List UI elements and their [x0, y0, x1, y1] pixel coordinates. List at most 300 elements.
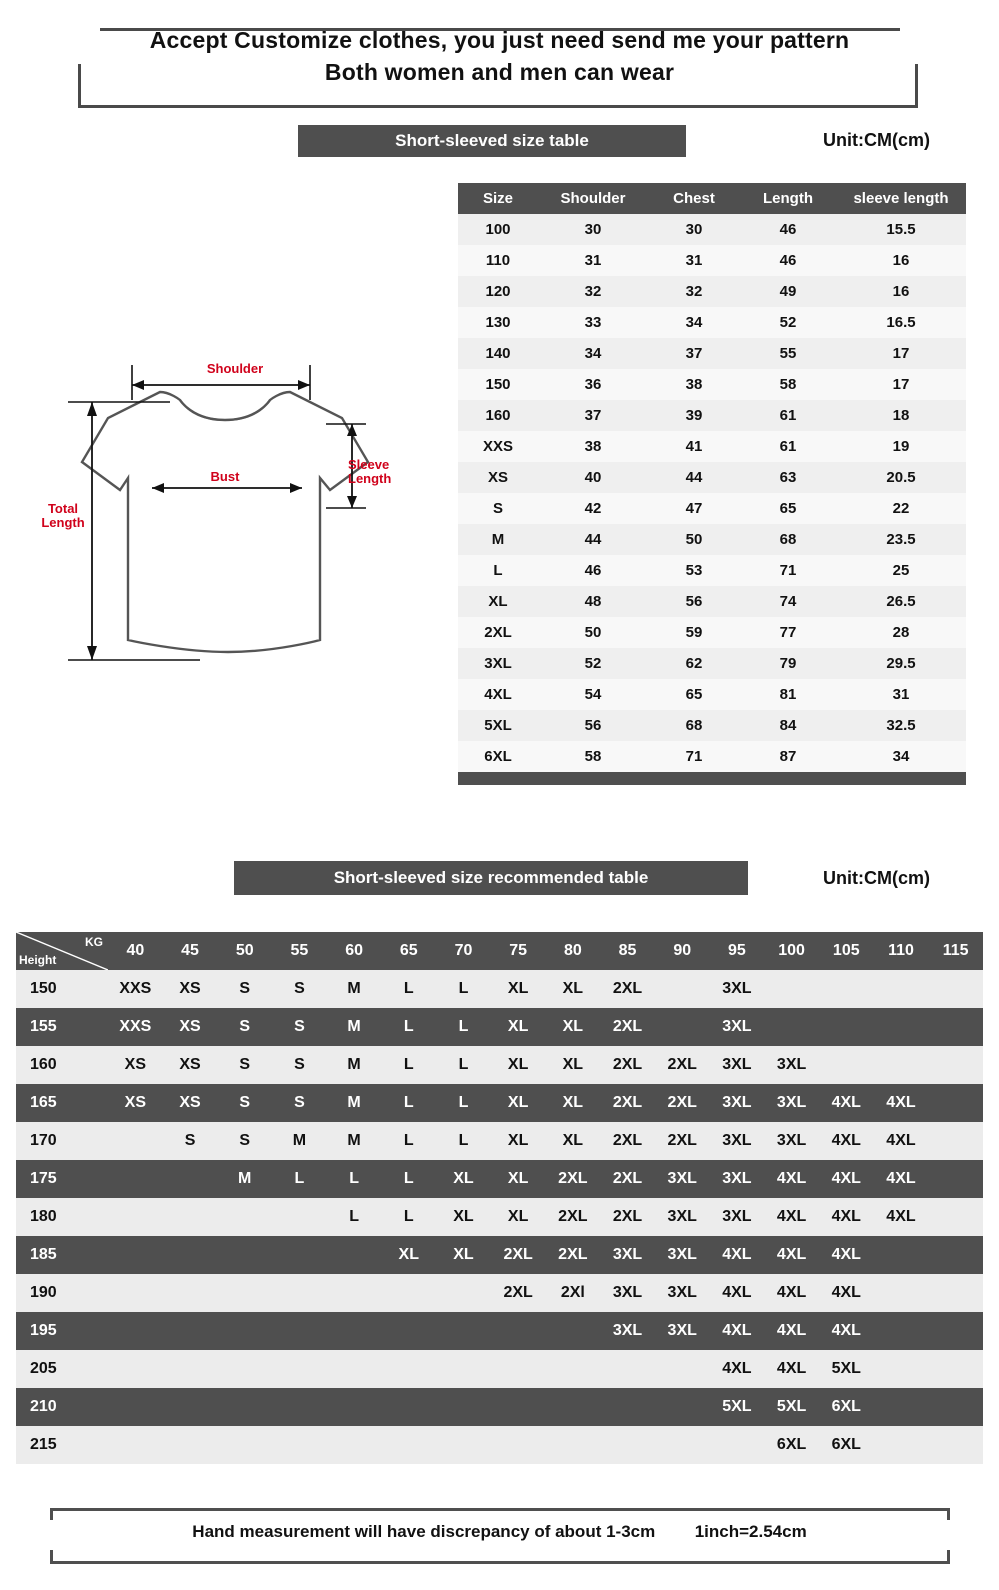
recommend-size-cell: XL — [491, 1198, 546, 1236]
recommend-size-cell: XL — [491, 1122, 546, 1160]
recommend-size-cell — [163, 1426, 218, 1464]
recommend-size-cell — [108, 1160, 163, 1198]
recommend-size-cell — [710, 1426, 765, 1464]
size-table-cell: 56 — [584, 717, 602, 734]
recommend-size-cell — [928, 1008, 983, 1046]
recommend-size-cell: 2XL — [600, 1122, 655, 1160]
recommend-size-cell: 2XL — [600, 1160, 655, 1198]
recommend-weight-header: 105 — [819, 932, 874, 970]
size-table-cell: 18 — [892, 407, 910, 424]
recommend-weight-header: 80 — [546, 932, 601, 970]
recommend-size-cell — [108, 1312, 163, 1350]
recommend-table-title: Short-sleeved size recommended table — [234, 861, 748, 895]
table-row — [16, 1350, 983, 1388]
size-table-cell: 31 — [685, 252, 703, 269]
size-table-cell: 81 — [779, 686, 797, 703]
size-table-cell: 38 — [685, 376, 703, 393]
table-row — [16, 1236, 983, 1274]
recommend-size-cell: S — [217, 1046, 272, 1084]
size-table-cell: 150 — [485, 376, 511, 393]
recommend-size-cell: 3XL — [710, 1046, 765, 1084]
header-title — [0, 24, 999, 88]
recommend-size-cell: 3XL — [710, 970, 765, 1008]
recommend-size-cell: M — [327, 1122, 382, 1160]
recommend-size-cell — [381, 1426, 436, 1464]
recommend-size-cell — [874, 1426, 929, 1464]
table-row — [458, 586, 966, 617]
recommend-size-cell — [108, 1236, 163, 1274]
recommend-size-cell: 3XL — [655, 1160, 710, 1198]
size-table-cell: 31 — [892, 686, 910, 703]
recommend-size-cell — [436, 1388, 491, 1426]
recommend-size-cell — [491, 1350, 546, 1388]
size-table-col-chest: Chest — [648, 183, 740, 214]
size-table-cell: 30 — [685, 221, 703, 238]
recommend-weight-header: 50 — [217, 932, 272, 970]
table-row — [458, 679, 966, 710]
size-table-cell: 34 — [685, 314, 703, 331]
sleeve-length-label-line1: Sleeve — [348, 457, 390, 472]
size-table-cell: 50 — [584, 624, 602, 641]
recommend-size-cell — [928, 1160, 983, 1198]
recommend-size-cell: L — [436, 1122, 491, 1160]
recommend-size-cell: 4XL — [710, 1236, 765, 1274]
recommend-height-cell: 150 — [16, 970, 108, 1008]
size-table-cell: 37 — [685, 345, 703, 362]
recommend-weight-header: 90 — [655, 932, 710, 970]
recommend-table-head — [16, 932, 983, 970]
size-table-cell: 63 — [779, 469, 797, 486]
size-table-cell: 49 — [779, 283, 797, 300]
recommend-size-cell: 6XL — [764, 1426, 819, 1464]
recommend-table-corner — [16, 932, 108, 970]
recommend-size-cell — [546, 1312, 601, 1350]
table-row — [458, 617, 966, 648]
recommend-size-cell — [272, 1350, 327, 1388]
size-table-cell: 31 — [584, 252, 602, 269]
recommend-size-cell: 2XL — [600, 1084, 655, 1122]
size-table-cell: 41 — [685, 438, 703, 455]
recommend-size-cell: 3XL — [600, 1274, 655, 1312]
recommend-size-cell — [655, 970, 710, 1008]
recommend-size-cell: XS — [163, 1084, 218, 1122]
table-row — [16, 1312, 983, 1350]
table-row — [16, 1426, 983, 1464]
size-table-cell: 56 — [685, 593, 703, 610]
size-table-cell: 110 — [485, 252, 511, 269]
recommend-weight-header: 110 — [874, 932, 929, 970]
recommend-weight-header: 40 — [108, 932, 163, 970]
size-table-cell: 59 — [685, 624, 703, 641]
size-table-cell: 37 — [584, 407, 602, 424]
recommend-size-cell: 2XL — [600, 1008, 655, 1046]
recommend-height-cell: 185 — [16, 1236, 108, 1274]
recommend-size-cell: XL — [381, 1236, 436, 1274]
size-table-cell: L — [493, 562, 503, 579]
recommend-size-cell — [819, 1046, 874, 1084]
recommend-size-cell: XL — [546, 970, 601, 1008]
size-table-cell: 44 — [685, 469, 703, 486]
recommend-size-cell — [217, 1274, 272, 1312]
table-row — [16, 1122, 983, 1160]
footer-note: Hand measurement will have discrepancy of about 1-3cm — [192, 1522, 656, 1541]
table-row — [16, 1046, 983, 1084]
recommend-size-cell: S — [272, 1046, 327, 1084]
recommend-size-cell: 3XL — [600, 1312, 655, 1350]
recommend-size-cell — [928, 1084, 983, 1122]
size-table-unit: Unit:CM(cm) — [823, 130, 930, 150]
size-table-cell: 61 — [779, 407, 797, 424]
recommend-size-cell: S — [217, 970, 272, 1008]
total-length-label — [28, 502, 98, 530]
recommend-size-cell: 4XL — [874, 1084, 929, 1122]
recommend-size-cell — [163, 1198, 218, 1236]
header-line-2: Both women and men can wear — [324, 59, 675, 85]
recommend-size-cell — [546, 1350, 601, 1388]
size-table-cell: 32 — [685, 283, 703, 300]
recommend-size-cell: 4XL — [710, 1350, 765, 1388]
recommend-size-cell: 3XL — [655, 1274, 710, 1312]
size-table-cell: 6XL — [484, 748, 512, 765]
recommend-size-cell: L — [327, 1160, 382, 1198]
size-table-cell: 58 — [779, 376, 797, 393]
recommend-size-cell — [491, 1388, 546, 1426]
recommend-weight-header: 65 — [381, 932, 436, 970]
table-row — [458, 369, 966, 400]
recommend-size-cell: 4XL — [764, 1160, 819, 1198]
size-table-cell: 32 — [584, 283, 602, 300]
table-row — [458, 462, 966, 493]
recommend-size-cell — [272, 1198, 327, 1236]
recommend-size-cell: L — [381, 1008, 436, 1046]
recommend-size-cell: M — [272, 1122, 327, 1160]
recommend-size-cell — [436, 1312, 491, 1350]
recommend-size-cell — [272, 1274, 327, 1312]
bust-label: Bust — [210, 469, 240, 484]
recommend-size-cell — [928, 1122, 983, 1160]
size-table-cell: 44 — [584, 531, 602, 548]
recommend-size-cell — [163, 1388, 218, 1426]
recommend-size-cell — [928, 970, 983, 1008]
recommend-size-cell — [874, 1312, 929, 1350]
size-table-cell: XL — [488, 593, 508, 610]
size-table-cell: 79 — [779, 655, 797, 672]
recommend-size-cell: 4XL — [764, 1274, 819, 1312]
recommend-size-cell: XL — [491, 1084, 546, 1122]
recommend-size-cell: 2XL — [491, 1236, 546, 1274]
recommend-size-cell — [163, 1350, 218, 1388]
size-table-cell: 34 — [892, 748, 910, 765]
table-row — [16, 1388, 983, 1426]
recommend-size-cell: 3XL — [764, 1046, 819, 1084]
recommend-height-cell: 205 — [16, 1350, 108, 1388]
recommend-size-cell: 2XL — [600, 970, 655, 1008]
recommend-size-cell — [381, 1274, 436, 1312]
recommend-weight-header: 75 — [491, 932, 546, 970]
recommend-weight-header: 95 — [710, 932, 765, 970]
size-table-cell: 30 — [584, 221, 602, 238]
recommend-size-cell: 3XL — [710, 1084, 765, 1122]
size-table-cell: 68 — [779, 531, 797, 548]
recommend-weight-header: 55 — [272, 932, 327, 970]
recommend-size-cell — [217, 1426, 272, 1464]
size-table-cell: 46 — [779, 221, 797, 238]
size-table-cell: 4XL — [484, 686, 512, 703]
recommend-size-cell: XL — [436, 1160, 491, 1198]
recommend-size-cell — [600, 1388, 655, 1426]
size-table-cell: 140 — [485, 345, 511, 362]
size-table-cell: 46 — [584, 562, 602, 579]
size-table-cell: 16 — [892, 252, 910, 269]
recommend-size-cell — [327, 1236, 382, 1274]
recommend-size-cell: L — [436, 1046, 491, 1084]
table-row — [458, 555, 966, 586]
table-row — [458, 214, 966, 245]
recommend-size-cell: 4XL — [874, 1198, 929, 1236]
recommend-height-cell: 160 — [16, 1046, 108, 1084]
recommend-size-cell — [874, 1388, 929, 1426]
size-table-cell: 25 — [892, 562, 910, 579]
recommend-size-cell: L — [327, 1198, 382, 1236]
recommend-size-cell — [217, 1388, 272, 1426]
recommend-size-cell: L — [381, 970, 436, 1008]
recommend-size-cell: S — [163, 1122, 218, 1160]
recommend-size-cell: 4XL — [819, 1084, 874, 1122]
size-table-cell: 33 — [584, 314, 602, 331]
recommend-size-cell: M — [217, 1160, 272, 1198]
table-row — [16, 1274, 983, 1312]
recommend-size-cell — [436, 1426, 491, 1464]
size-table-cell: 42 — [584, 500, 602, 517]
recommend-size-cell: XS — [163, 1046, 218, 1084]
size-table-body — [458, 214, 966, 772]
recommend-size-cell — [108, 1198, 163, 1236]
size-table-cell: 2XL — [484, 624, 512, 641]
size-table-cell: 17 — [892, 376, 910, 393]
recommend-size-cell: XS — [163, 970, 218, 1008]
recommend-size-cell: L — [381, 1122, 436, 1160]
recommend-size-cell — [381, 1388, 436, 1426]
recommend-size-cell: M — [327, 1008, 382, 1046]
recommend-size-cell — [217, 1236, 272, 1274]
table-row — [16, 1198, 983, 1236]
recommend-weight-header: 60 — [327, 932, 382, 970]
size-table-cell: 53 — [685, 562, 703, 579]
table-row — [458, 338, 966, 369]
recommend-size-cell: 2XL — [600, 1198, 655, 1236]
recommend-size-cell: S — [217, 1008, 272, 1046]
size-table-cell: 32.5 — [886, 717, 916, 734]
table-row — [458, 245, 966, 276]
recommend-size-cell — [928, 1312, 983, 1350]
size-table-cell: 61 — [779, 438, 797, 455]
table-row — [458, 524, 966, 555]
recommend-size-cell: 2XL — [546, 1160, 601, 1198]
recommend-size-cell — [600, 1426, 655, 1464]
recommend-size-cell: 2XL — [491, 1274, 546, 1312]
size-table-cell: XXS — [482, 438, 513, 455]
recommend-size-cell: 5XL — [819, 1350, 874, 1388]
recommend-size-cell — [163, 1236, 218, 1274]
recommend-size-cell — [163, 1274, 218, 1312]
recommend-size-cell: L — [381, 1046, 436, 1084]
size-table-cell: 160 — [485, 407, 511, 424]
size-table-cell: 5XL — [484, 717, 512, 734]
recommend-size-cell: 3XL — [600, 1236, 655, 1274]
recommend-size-cell: XL — [491, 1160, 546, 1198]
size-table-cell: 52 — [584, 655, 602, 672]
size-table-cell: 71 — [779, 562, 797, 579]
recommend-size-cell: 4XL — [710, 1312, 765, 1350]
recommend-height-cell: 195 — [16, 1312, 108, 1350]
recommend-size-cell: L — [381, 1160, 436, 1198]
recommend-size-cell: S — [217, 1084, 272, 1122]
recommend-size-cell: 4XL — [874, 1160, 929, 1198]
recommend-size-cell: 3XL — [710, 1122, 765, 1160]
size-table-footer-bar — [458, 772, 966, 785]
size-table-cell: M — [491, 531, 505, 548]
recommend-size-cell — [217, 1350, 272, 1388]
size-table-cell: 71 — [685, 748, 703, 765]
recommend-size-cell: 2XL — [655, 1046, 710, 1084]
size-table-cell: S — [492, 500, 503, 517]
recommend-size-cell: 3XL — [710, 1160, 765, 1198]
recommend-size-cell — [436, 1274, 491, 1312]
size-table-col-shoulder: Shoulder — [538, 183, 648, 214]
size-table-cell: 130 — [485, 314, 511, 331]
size-table-cell: 34 — [584, 345, 602, 362]
recommend-size-cell: 3XL — [655, 1236, 710, 1274]
recommend-height-cell: 190 — [16, 1274, 108, 1312]
table-row — [16, 970, 983, 1008]
recommend-size-cell: L — [436, 1084, 491, 1122]
recommend-size-cell: 2XL — [655, 1084, 710, 1122]
recommend-size-cell: 3XL — [655, 1312, 710, 1350]
recommend-size-cell: XL — [436, 1198, 491, 1236]
recommend-size-cell — [436, 1350, 491, 1388]
size-table-cell: 29.5 — [886, 655, 916, 672]
size-table-cell: 16 — [892, 283, 910, 300]
recommend-size-cell — [272, 1426, 327, 1464]
recommend-height-cell: 155 — [16, 1008, 108, 1046]
recommend-size-cell — [381, 1350, 436, 1388]
recommend-size-cell: XL — [491, 1046, 546, 1084]
recommend-size-cell: L — [272, 1160, 327, 1198]
table-row — [16, 1084, 983, 1122]
size-table-cell: 26.5 — [886, 593, 916, 610]
recommend-size-cell: XL — [436, 1236, 491, 1274]
recommend-size-cell: S — [272, 1084, 327, 1122]
size-table-cell: 38 — [584, 438, 602, 455]
recommend-size-cell: 2XL — [546, 1198, 601, 1236]
recommend-size-cell — [108, 1388, 163, 1426]
recommend-height-cell: 170 — [16, 1122, 108, 1160]
size-table-col-sleeve: sleeve length — [836, 183, 966, 214]
size-table-cell: 50 — [685, 531, 703, 548]
recommend-table — [16, 932, 983, 1464]
size-table-cell: 19 — [892, 438, 910, 455]
recommend-size-cell: L — [436, 1008, 491, 1046]
recommend-size-cell: 4XL — [764, 1312, 819, 1350]
sleeve-length-label — [348, 458, 418, 486]
footer-conversion: 1inch=2.54cm — [694, 1522, 807, 1541]
size-table-cell: 48 — [584, 593, 602, 610]
recommend-size-cell — [764, 970, 819, 1008]
size-table-cell: 68 — [685, 717, 703, 734]
recommend-size-cell — [928, 1388, 983, 1426]
recommend-weight-header: 70 — [436, 932, 491, 970]
size-table-cell: 16.5 — [886, 314, 916, 331]
recommend-size-cell: 2XL — [655, 1122, 710, 1160]
recommend-weight-header: 85 — [600, 932, 655, 970]
size-table-cell: 20.5 — [886, 469, 916, 486]
recommend-size-cell — [655, 1388, 710, 1426]
recommend-size-cell: 6XL — [819, 1426, 874, 1464]
size-table-col-size: Size — [458, 183, 538, 214]
recommend-size-cell — [874, 1236, 929, 1274]
recommend-size-cell — [163, 1312, 218, 1350]
recommend-size-cell: 4XL — [764, 1198, 819, 1236]
recommend-height-cell: 210 — [16, 1388, 108, 1426]
size-table-cell: 65 — [779, 500, 797, 517]
size-table-cell: 55 — [779, 345, 797, 362]
recommend-size-cell — [819, 970, 874, 1008]
recommend-size-cell — [928, 1198, 983, 1236]
recommend-size-cell: 5XL — [764, 1388, 819, 1426]
recommend-size-cell — [272, 1236, 327, 1274]
table-row — [458, 493, 966, 524]
recommend-weight-header: 115 — [928, 932, 983, 970]
size-table-cell: 47 — [685, 500, 703, 517]
size-table-cell: 23.5 — [886, 531, 916, 548]
recommend-size-cell: 6XL — [819, 1388, 874, 1426]
recommend-table-unit: Unit:CM(cm) — [823, 868, 930, 888]
size-table-cell: 28 — [892, 624, 910, 641]
size-table-col-length: Length — [740, 183, 836, 214]
recommend-size-cell: XXS — [108, 1008, 163, 1046]
total-length-label-line2: Length — [41, 515, 85, 530]
recommend-weight-header: 100 — [764, 932, 819, 970]
recommend-size-cell: M — [327, 970, 382, 1008]
tshirt-diagram — [20, 340, 440, 700]
table-row — [458, 276, 966, 307]
recommend-size-cell: 4XL — [819, 1274, 874, 1312]
recommend-size-cell — [217, 1198, 272, 1236]
recommend-size-cell: M — [327, 1046, 382, 1084]
recommend-size-cell — [491, 1426, 546, 1464]
recommend-size-cell: 3XL — [764, 1122, 819, 1160]
recommend-size-cell: 3XL — [655, 1198, 710, 1236]
size-table-cell: 65 — [685, 686, 703, 703]
recommend-size-cell: 3XL — [710, 1008, 765, 1046]
recommend-height-cell: 175 — [16, 1160, 108, 1198]
size-table-cell: 58 — [584, 748, 602, 765]
size-table-title: Short-sleeved size table — [298, 125, 686, 157]
recommend-size-cell: 4XL — [819, 1198, 874, 1236]
corner-height-label: Height — [19, 953, 57, 967]
recommend-size-cell — [108, 1274, 163, 1312]
recommend-size-cell: XXS — [108, 970, 163, 1008]
recommend-size-cell: XL — [546, 1084, 601, 1122]
corner-kg-label: KG — [85, 935, 103, 949]
footer-note-row — [0, 1522, 999, 1542]
recommend-size-cell — [546, 1426, 601, 1464]
recommend-size-cell: XL — [546, 1008, 601, 1046]
recommend-size-cell: L — [436, 970, 491, 1008]
size-table-cell: 100 — [485, 221, 511, 238]
recommend-size-cell: 4XL — [819, 1312, 874, 1350]
recommend-size-cell — [874, 1046, 929, 1084]
